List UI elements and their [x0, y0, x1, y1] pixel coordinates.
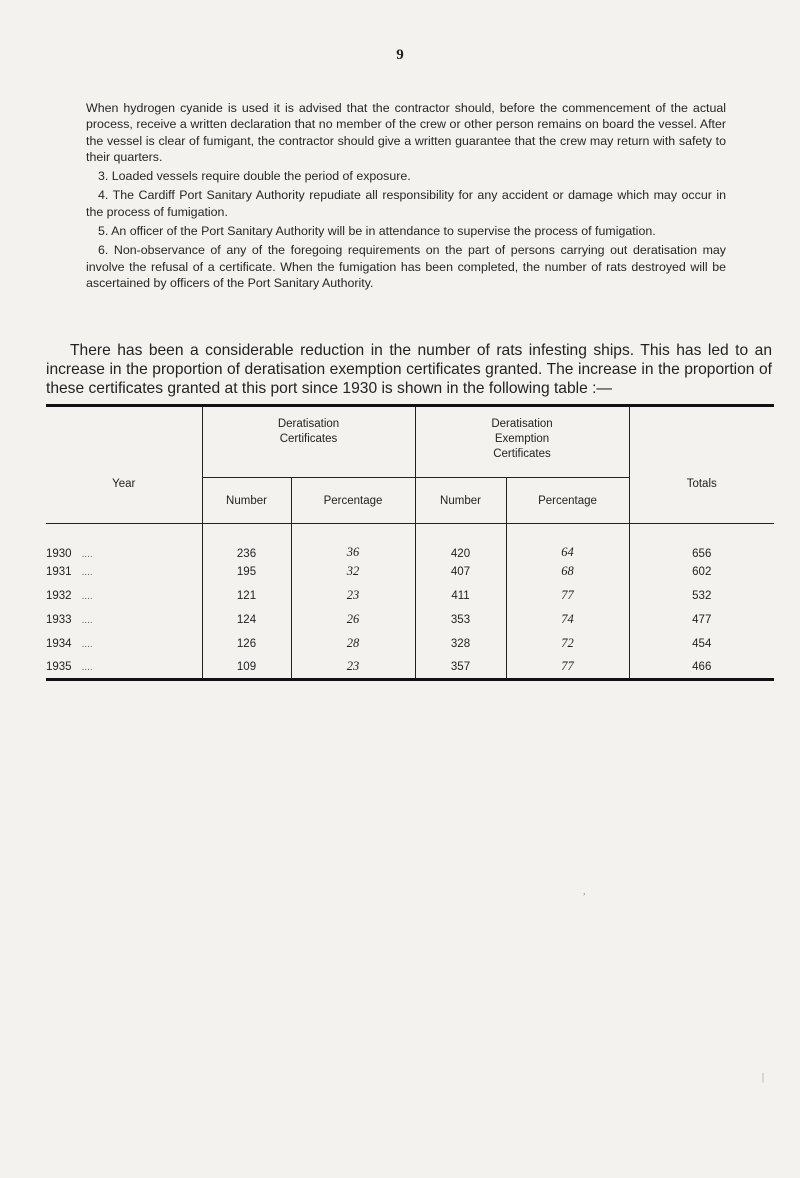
paragraph-item-6: 6. Non-observance of any of the foregoing requirements on the part of persons carrying out deratisation may involve the refusal of a certificate. When the fumigation has been completed, the number of rats destroyed will be ascertained by officers of the Port Sanitary Authority. — [86, 243, 726, 290]
cell-year: 1933 .... — [46, 613, 93, 626]
cell-year: 1932 .... — [46, 589, 93, 602]
header-number-1: Number — [202, 478, 291, 524]
cell-derat-number: 109 — [202, 656, 291, 680]
paragraph-main: There has been a considerable reduction in the number of rats infesting ships. This has led to an increase in the proportion of deratisation exemption certificates granted. The increase in the proportion of these certificates granted at this port since 1930 is shown in the following table :— — [46, 342, 772, 397]
cell-exempt-number: 420 — [415, 524, 506, 560]
scan-mark: | — [762, 1072, 765, 1083]
cell-exempt-number: 357 — [415, 656, 506, 680]
fumigation-regulations — [86, 100, 726, 294]
cell-exempt-percentage: 77 — [506, 656, 629, 680]
cell-exempt-number: 411 — [415, 584, 506, 608]
cell-exempt-number: 353 — [415, 608, 506, 632]
cell-derat-percentage: 36 — [291, 524, 415, 560]
cell-derat-percentage: 32 — [291, 560, 415, 584]
cell-exempt-percentage: 64 — [506, 524, 629, 560]
cell-year: 1934 .... — [46, 637, 93, 650]
scan-mark: , — [583, 886, 586, 897]
cell-total: 454 — [629, 632, 774, 656]
header-year: Year — [46, 406, 202, 524]
table-row — [46, 584, 774, 608]
cell-exempt-percentage: 72 — [506, 632, 629, 656]
cell-exempt-number: 407 — [415, 560, 506, 584]
cell-derat-number: 126 — [202, 632, 291, 656]
table-row — [46, 656, 774, 680]
cell-year: 1935 .... — [46, 660, 93, 673]
page-number: 9 — [396, 47, 404, 63]
cell-derat-number: 121 — [202, 584, 291, 608]
table-row — [46, 524, 774, 560]
paragraph-item-3: 3. Loaded vessels require double the period of exposure. — [98, 169, 411, 184]
cell-derat-percentage: 23 — [291, 584, 415, 608]
cell-total: 532 — [629, 584, 774, 608]
cell-derat-number: 236 — [202, 524, 291, 560]
cell-year: 1931 .... — [46, 565, 93, 578]
cell-exempt-percentage: 68 — [506, 560, 629, 584]
cell-derat-percentage: 23 — [291, 656, 415, 680]
header-deratisation: Deratisation Certificates — [202, 406, 415, 478]
cell-exempt-percentage: 77 — [506, 584, 629, 608]
cell-derat-percentage: 26 — [291, 608, 415, 632]
cell-derat-number: 195 — [202, 560, 291, 584]
header-percentage-1: Percentage — [291, 478, 415, 524]
table-row — [46, 560, 774, 584]
header-percentage-2: Percentage — [506, 478, 629, 524]
header-totals: Totals — [629, 406, 774, 524]
cell-total: 466 — [629, 656, 774, 680]
cell-derat-percentage: 28 — [291, 632, 415, 656]
cell-exempt-number: 328 — [415, 632, 506, 656]
cell-exempt-percentage: 74 — [506, 608, 629, 632]
certificates-table — [46, 404, 774, 681]
cell-total: 656 — [629, 524, 774, 560]
cell-total: 477 — [629, 608, 774, 632]
paragraph-intro: When hydrogen cyanide is used it is advised that the contractor should, before the commencement of the actual process, receive a written declaration that no member of the crew or other person remains on board the vessel. After the vessel is clear of fumigant, the contractor should give a written guarantee that the crew may return with safety to their quarters. — [86, 101, 726, 164]
cell-year: 1930 .... — [46, 547, 93, 560]
paragraph-item-4: 4. The Cardiff Port Sanitary Authority repudiate all responsibility for any accident or damage which may occur in the process of fumigation. — [86, 188, 726, 219]
table-row — [46, 632, 774, 656]
cell-derat-number: 124 — [202, 608, 291, 632]
header-number-2: Number — [415, 478, 506, 524]
header-exemption: Deratisation Exemption Certificates — [415, 406, 629, 478]
paragraph-item-5: 5. An officer of the Port Sanitary Authority will be in attendance to supervise the process of fumigation. — [98, 224, 656, 239]
table-row — [46, 608, 774, 632]
cell-total: 602 — [629, 560, 774, 584]
